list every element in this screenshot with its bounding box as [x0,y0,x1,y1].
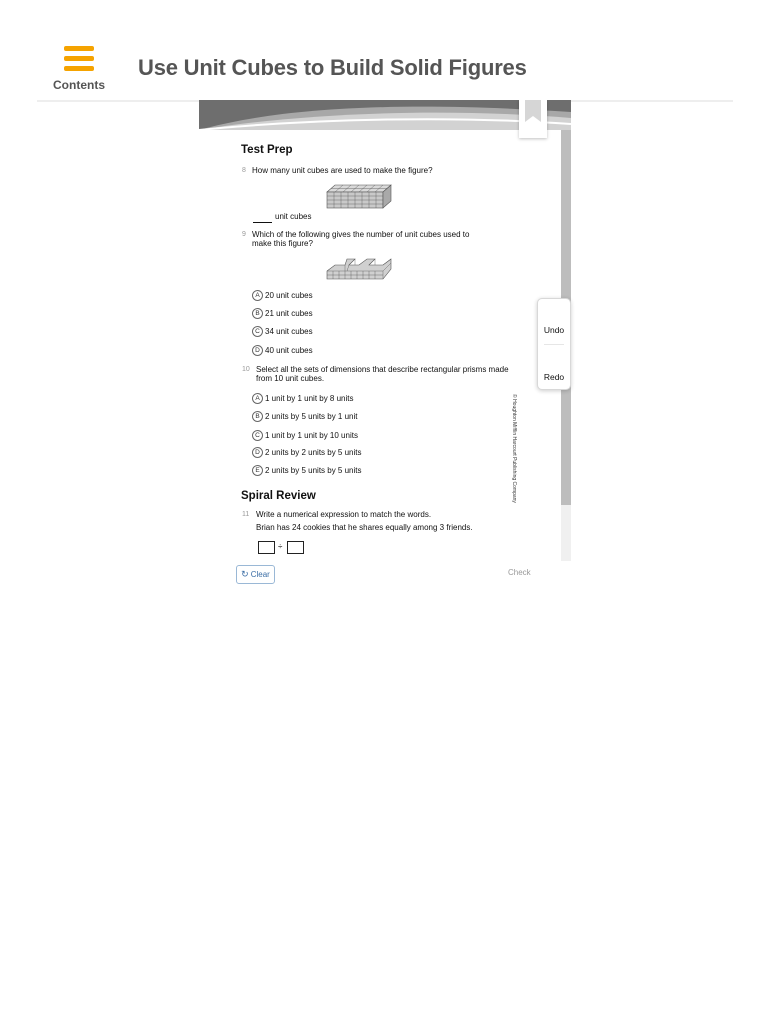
choice-bubble: E [252,465,263,476]
question-9-choice-d[interactable] [252,345,313,356]
question-9-choice-a[interactable] [252,290,313,301]
choice-text: 40 unit cubes [265,346,313,355]
question-8-number: 8 [242,167,246,174]
check-button[interactable]: Check [508,568,531,577]
question-10-choice-b[interactable] [252,411,358,422]
choice-bubble: B [252,411,263,422]
bookmark-button[interactable] [519,100,547,138]
choice-text: 1 unit by 1 unit by 10 units [265,431,358,440]
question-10-choice-e[interactable] [252,465,362,476]
choice-text: 1 unit by 1 unit by 8 units [265,394,354,403]
top-header [0,0,768,100]
choice-bubble: C [252,326,263,337]
page-banner-graphic [199,100,571,130]
choice-text: 34 unit cubes [265,327,313,336]
copyright-notice: © Houghton Mifflin Harcourt Publishing Company [511,394,517,503]
page-title: Use Unit Cubes to Build Solid Figures [138,55,527,80]
question-10-text-line2: from 10 unit cubes. [256,374,325,383]
contents-menu-button[interactable] [52,44,106,94]
question-9-choice-b[interactable] [252,308,313,319]
question-11-divisor-box[interactable] [287,541,304,554]
question-9-solid-figure [325,256,395,282]
choice-bubble: C [252,430,263,441]
undo-button[interactable]: Undo [543,325,565,335]
choice-text: 2 units by 5 units by 5 units [265,466,362,475]
question-8-text: How many unit cubes are used to make the figure? [252,166,433,175]
question-9-text-line1: Which of the following gives the number of unit cubes used to [252,230,470,239]
clear-button[interactable] [236,565,275,584]
question-11-dividend-box[interactable] [258,541,275,554]
question-10-number: 10 [242,366,250,373]
test-prep-heading: Test Prep [241,144,293,156]
question-10-text-line1: Select all the sets of dimensions that describe rectangular prisms made [256,365,509,374]
question-8-answer-line[interactable] [253,222,272,223]
choice-bubble: A [252,290,263,301]
choice-text: 20 unit cubes [265,291,313,300]
choice-text: 2 units by 5 units by 1 unit [265,412,358,421]
question-9-choice-c[interactable] [252,326,313,337]
bookmark-icon [519,100,547,138]
question-10-choice-c[interactable] [252,430,358,441]
question-9-text-line2: make this figure? [252,239,313,248]
question-11-number: 11 [242,511,250,518]
question-8-prism-figure [325,184,395,210]
division-sign: ÷ [278,542,283,551]
spiral-review-heading: Spiral Review [241,490,316,502]
choice-text: 2 units by 2 units by 5 units [265,448,362,457]
question-11-text-line1: Write a numerical expression to match the words. [256,510,432,519]
hamburger-menu-icon [64,46,94,74]
question-10-choice-a[interactable] [252,393,354,404]
choice-bubble: A [252,393,263,404]
question-11-text-line2: Brian has 24 cookies that he shares equally among 3 friends. [256,523,473,532]
choice-bubble: D [252,447,263,458]
choice-bubble: D [252,345,263,356]
worksheet-page [199,100,571,561]
panel-divider [544,344,564,345]
question-10-choice-d[interactable] [252,447,362,458]
contents-label: Contents [53,78,105,92]
clear-label: Clear [250,570,270,579]
question-8-answer-suffix: unit cubes [275,212,312,221]
choice-bubble: B [252,308,263,319]
redo-button[interactable]: Redo [543,372,565,382]
choice-text: 21 unit cubes [265,309,313,318]
refresh-icon: ↻ [241,569,249,579]
undo-redo-panel [537,298,571,390]
question-9-number: 9 [242,231,246,238]
